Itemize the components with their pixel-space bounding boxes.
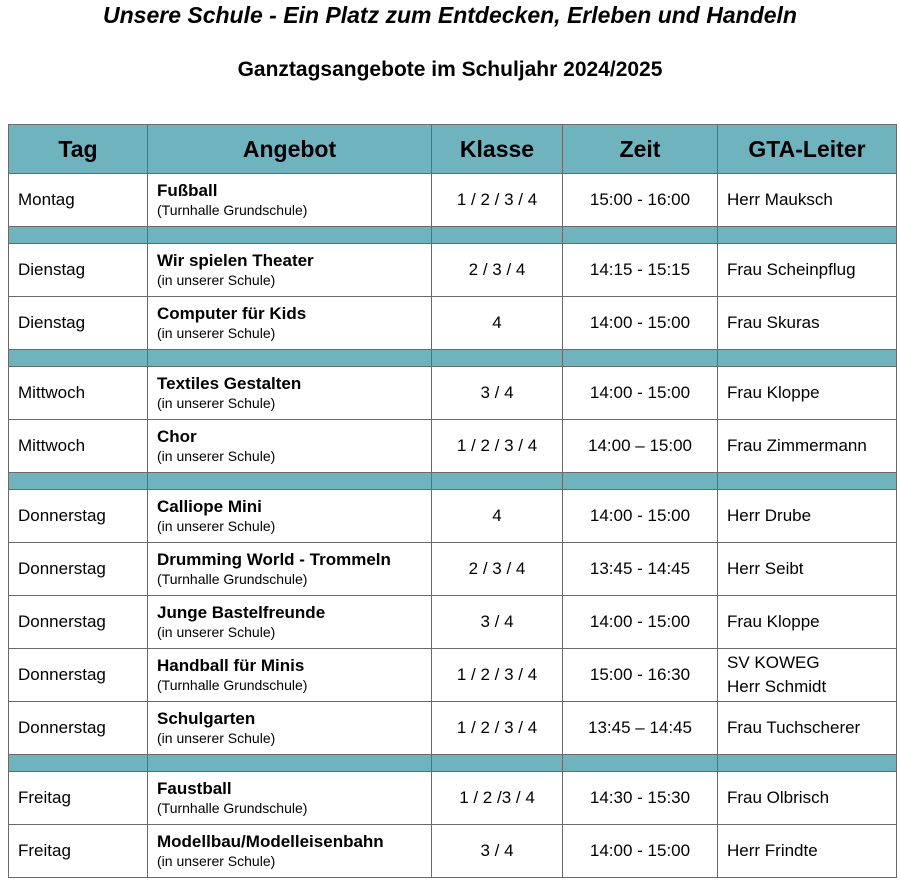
time-cell: 14:00 - 15:00 bbox=[563, 596, 718, 649]
leader-name: Herr Frindte bbox=[727, 841, 818, 860]
leader-cell bbox=[718, 244, 897, 297]
table-row bbox=[9, 543, 897, 596]
separator-cell bbox=[148, 227, 432, 244]
leader-cell bbox=[718, 297, 897, 350]
offer-cell bbox=[148, 543, 432, 596]
time-cell: 15:00 - 16:30 bbox=[563, 649, 718, 702]
table-row bbox=[9, 649, 897, 702]
separator-cell bbox=[718, 227, 897, 244]
separator-cell bbox=[563, 755, 718, 772]
offer-location: (in unserer Schule) bbox=[157, 325, 276, 341]
time-cell: 13:45 - 14:45 bbox=[563, 543, 718, 596]
leader-name: Herr Mauksch bbox=[727, 190, 833, 209]
offer-name: Handball für Minis bbox=[157, 656, 305, 675]
day-cell: Freitag bbox=[9, 772, 148, 825]
leader-name-secondary: Herr Schmidt bbox=[727, 677, 827, 696]
offer-location: (in unserer Schule) bbox=[157, 624, 276, 640]
time-cell: 15:00 - 16:00 bbox=[563, 174, 718, 227]
leader-name: Frau Zimmermann bbox=[727, 436, 867, 455]
leader-name: Herr Drube bbox=[727, 506, 812, 525]
table-row bbox=[9, 702, 897, 755]
table-row bbox=[9, 596, 897, 649]
separator-cell bbox=[432, 755, 563, 772]
leader-cell bbox=[718, 420, 897, 473]
grade-cell: 1 / 2 / 3 / 4 bbox=[432, 174, 563, 227]
table-row bbox=[9, 420, 897, 473]
time-cell: 14:00 – 15:00 bbox=[563, 420, 718, 473]
table-row bbox=[9, 367, 897, 420]
grade-cell: 1 / 2 / 3 / 4 bbox=[432, 420, 563, 473]
page-title: Unsere Schule - Ein Platz zum Entdecken, Erleben und Handeln bbox=[103, 2, 797, 28]
day-cell: Donnerstag bbox=[9, 649, 148, 702]
day-cell: Montag bbox=[9, 174, 148, 227]
separator-cell bbox=[432, 227, 563, 244]
day-cell: Mittwoch bbox=[9, 367, 148, 420]
leader-cell bbox=[718, 772, 897, 825]
offer-cell bbox=[148, 244, 432, 297]
offer-name: Junge Bastelfreunde bbox=[157, 603, 326, 622]
table-header-row bbox=[9, 125, 897, 174]
offer-name: Wir spielen Theater bbox=[157, 251, 314, 270]
day-cell: Donnerstag bbox=[9, 702, 148, 755]
grade-cell: 3 / 4 bbox=[432, 367, 563, 420]
leader-name: Frau Kloppe bbox=[727, 612, 820, 631]
column-header-tag: Tag bbox=[9, 125, 148, 174]
column-header-angebot: Angebot bbox=[148, 125, 432, 174]
separator-cell bbox=[718, 350, 897, 367]
offer-cell bbox=[148, 297, 432, 350]
offer-name: Faustball bbox=[157, 779, 232, 798]
separator-cell bbox=[148, 350, 432, 367]
table-row bbox=[9, 297, 897, 350]
time-cell: 14:00 - 15:00 bbox=[563, 297, 718, 350]
leader-name: Frau Kloppe bbox=[727, 383, 820, 402]
offer-name: Schulgarten bbox=[157, 709, 256, 728]
separator-cell bbox=[432, 473, 563, 490]
time-cell: 14:30 - 15:30 bbox=[563, 772, 718, 825]
leader-name: Herr Seibt bbox=[727, 559, 804, 578]
day-cell: Donnerstag bbox=[9, 596, 148, 649]
day-separator-row bbox=[9, 755, 897, 772]
separator-cell bbox=[9, 350, 148, 367]
offer-name: Fußball bbox=[157, 181, 218, 200]
offer-location: (in unserer Schule) bbox=[157, 395, 276, 411]
offer-location: (in unserer Schule) bbox=[157, 518, 276, 534]
separator-cell bbox=[718, 755, 897, 772]
column-header-zeit: Zeit bbox=[563, 125, 718, 174]
separator-cell bbox=[9, 473, 148, 490]
leader-cell bbox=[718, 490, 897, 543]
table-row bbox=[9, 825, 897, 878]
leader-name: Frau Tuchscherer bbox=[727, 718, 861, 737]
offer-name: Textiles Gestalten bbox=[157, 374, 302, 393]
leader-name: SV KOWEG bbox=[727, 653, 820, 672]
time-cell: 14:00 - 15:00 bbox=[563, 825, 718, 878]
offer-cell bbox=[148, 174, 432, 227]
offer-location: (in unserer Schule) bbox=[157, 730, 276, 746]
offer-cell bbox=[148, 367, 432, 420]
day-separator-row bbox=[9, 350, 897, 367]
offer-location: (Turnhalle Grundschule) bbox=[157, 677, 308, 693]
leader-cell bbox=[718, 649, 897, 702]
offer-cell bbox=[148, 420, 432, 473]
day-cell: Dienstag bbox=[9, 244, 148, 297]
offer-location: (in unserer Schule) bbox=[157, 853, 276, 869]
grade-cell: 3 / 4 bbox=[432, 825, 563, 878]
offer-location: (Turnhalle Grundschule) bbox=[157, 571, 308, 587]
schedule-table bbox=[8, 124, 897, 878]
separator-cell bbox=[148, 473, 432, 490]
leader-cell bbox=[718, 702, 897, 755]
leader-cell bbox=[718, 543, 897, 596]
leader-name: Frau Skuras bbox=[727, 313, 820, 332]
separator-cell bbox=[9, 755, 148, 772]
grade-cell: 2 / 3 / 4 bbox=[432, 244, 563, 297]
offer-location: (Turnhalle Grundschule) bbox=[157, 202, 308, 218]
offer-cell bbox=[148, 596, 432, 649]
leader-cell bbox=[718, 596, 897, 649]
leader-cell bbox=[718, 367, 897, 420]
offer-name: Computer für Kids bbox=[157, 304, 307, 323]
day-cell: Donnerstag bbox=[9, 543, 148, 596]
day-cell: Mittwoch bbox=[9, 420, 148, 473]
offer-location: (in unserer Schule) bbox=[157, 272, 276, 288]
leader-cell bbox=[718, 825, 897, 878]
time-cell: 14:00 - 15:00 bbox=[563, 367, 718, 420]
column-header-klasse: Klasse bbox=[432, 125, 563, 174]
offer-location: (Turnhalle Grundschule) bbox=[157, 800, 308, 816]
page-subtitle: Ganztagsangebote im Schuljahr 2024/2025 bbox=[237, 58, 663, 81]
offer-name: Chor bbox=[157, 427, 197, 446]
day-separator-row bbox=[9, 227, 897, 244]
grade-cell: 1 / 2 / 3 / 4 bbox=[432, 649, 563, 702]
leader-cell bbox=[718, 174, 897, 227]
time-cell: 14:00 - 15:00 bbox=[563, 490, 718, 543]
time-cell: 13:45 – 14:45 bbox=[563, 702, 718, 755]
grade-cell: 1 / 2 / 3 / 4 bbox=[432, 702, 563, 755]
separator-cell bbox=[563, 350, 718, 367]
grade-cell: 1 / 2 /3 / 4 bbox=[432, 772, 563, 825]
offer-cell bbox=[148, 649, 432, 702]
grade-cell: 3 / 4 bbox=[432, 596, 563, 649]
offer-location: (in unserer Schule) bbox=[157, 448, 276, 464]
day-cell: Donnerstag bbox=[9, 490, 148, 543]
table-row bbox=[9, 490, 897, 543]
offer-name: Drumming World - Trommeln bbox=[157, 550, 391, 569]
grade-cell: 4 bbox=[432, 297, 563, 350]
column-header-leiter: GTA-Leiter bbox=[718, 125, 897, 174]
table-row bbox=[9, 244, 897, 297]
offer-cell bbox=[148, 825, 432, 878]
separator-cell bbox=[148, 755, 432, 772]
separator-cell bbox=[563, 227, 718, 244]
separator-cell bbox=[563, 473, 718, 490]
day-cell: Freitag bbox=[9, 825, 148, 878]
grade-cell: 4 bbox=[432, 490, 563, 543]
separator-cell bbox=[432, 350, 563, 367]
separator-cell bbox=[9, 227, 148, 244]
table-row bbox=[9, 772, 897, 825]
offer-name: Modellbau/Modelleisenbahn bbox=[157, 832, 384, 851]
offer-cell bbox=[148, 772, 432, 825]
leader-name: Frau Scheinpflug bbox=[727, 260, 856, 279]
leader-name: Frau Olbrisch bbox=[727, 788, 830, 807]
offer-name: Calliope Mini bbox=[157, 497, 262, 516]
table-row bbox=[9, 174, 897, 227]
day-separator-row bbox=[9, 473, 897, 490]
grade-cell: 2 / 3 / 4 bbox=[432, 543, 563, 596]
separator-cell bbox=[718, 473, 897, 490]
day-cell: Dienstag bbox=[9, 297, 148, 350]
time-cell: 14:15 - 15:15 bbox=[563, 244, 718, 297]
offer-cell bbox=[148, 490, 432, 543]
offer-cell bbox=[148, 702, 432, 755]
